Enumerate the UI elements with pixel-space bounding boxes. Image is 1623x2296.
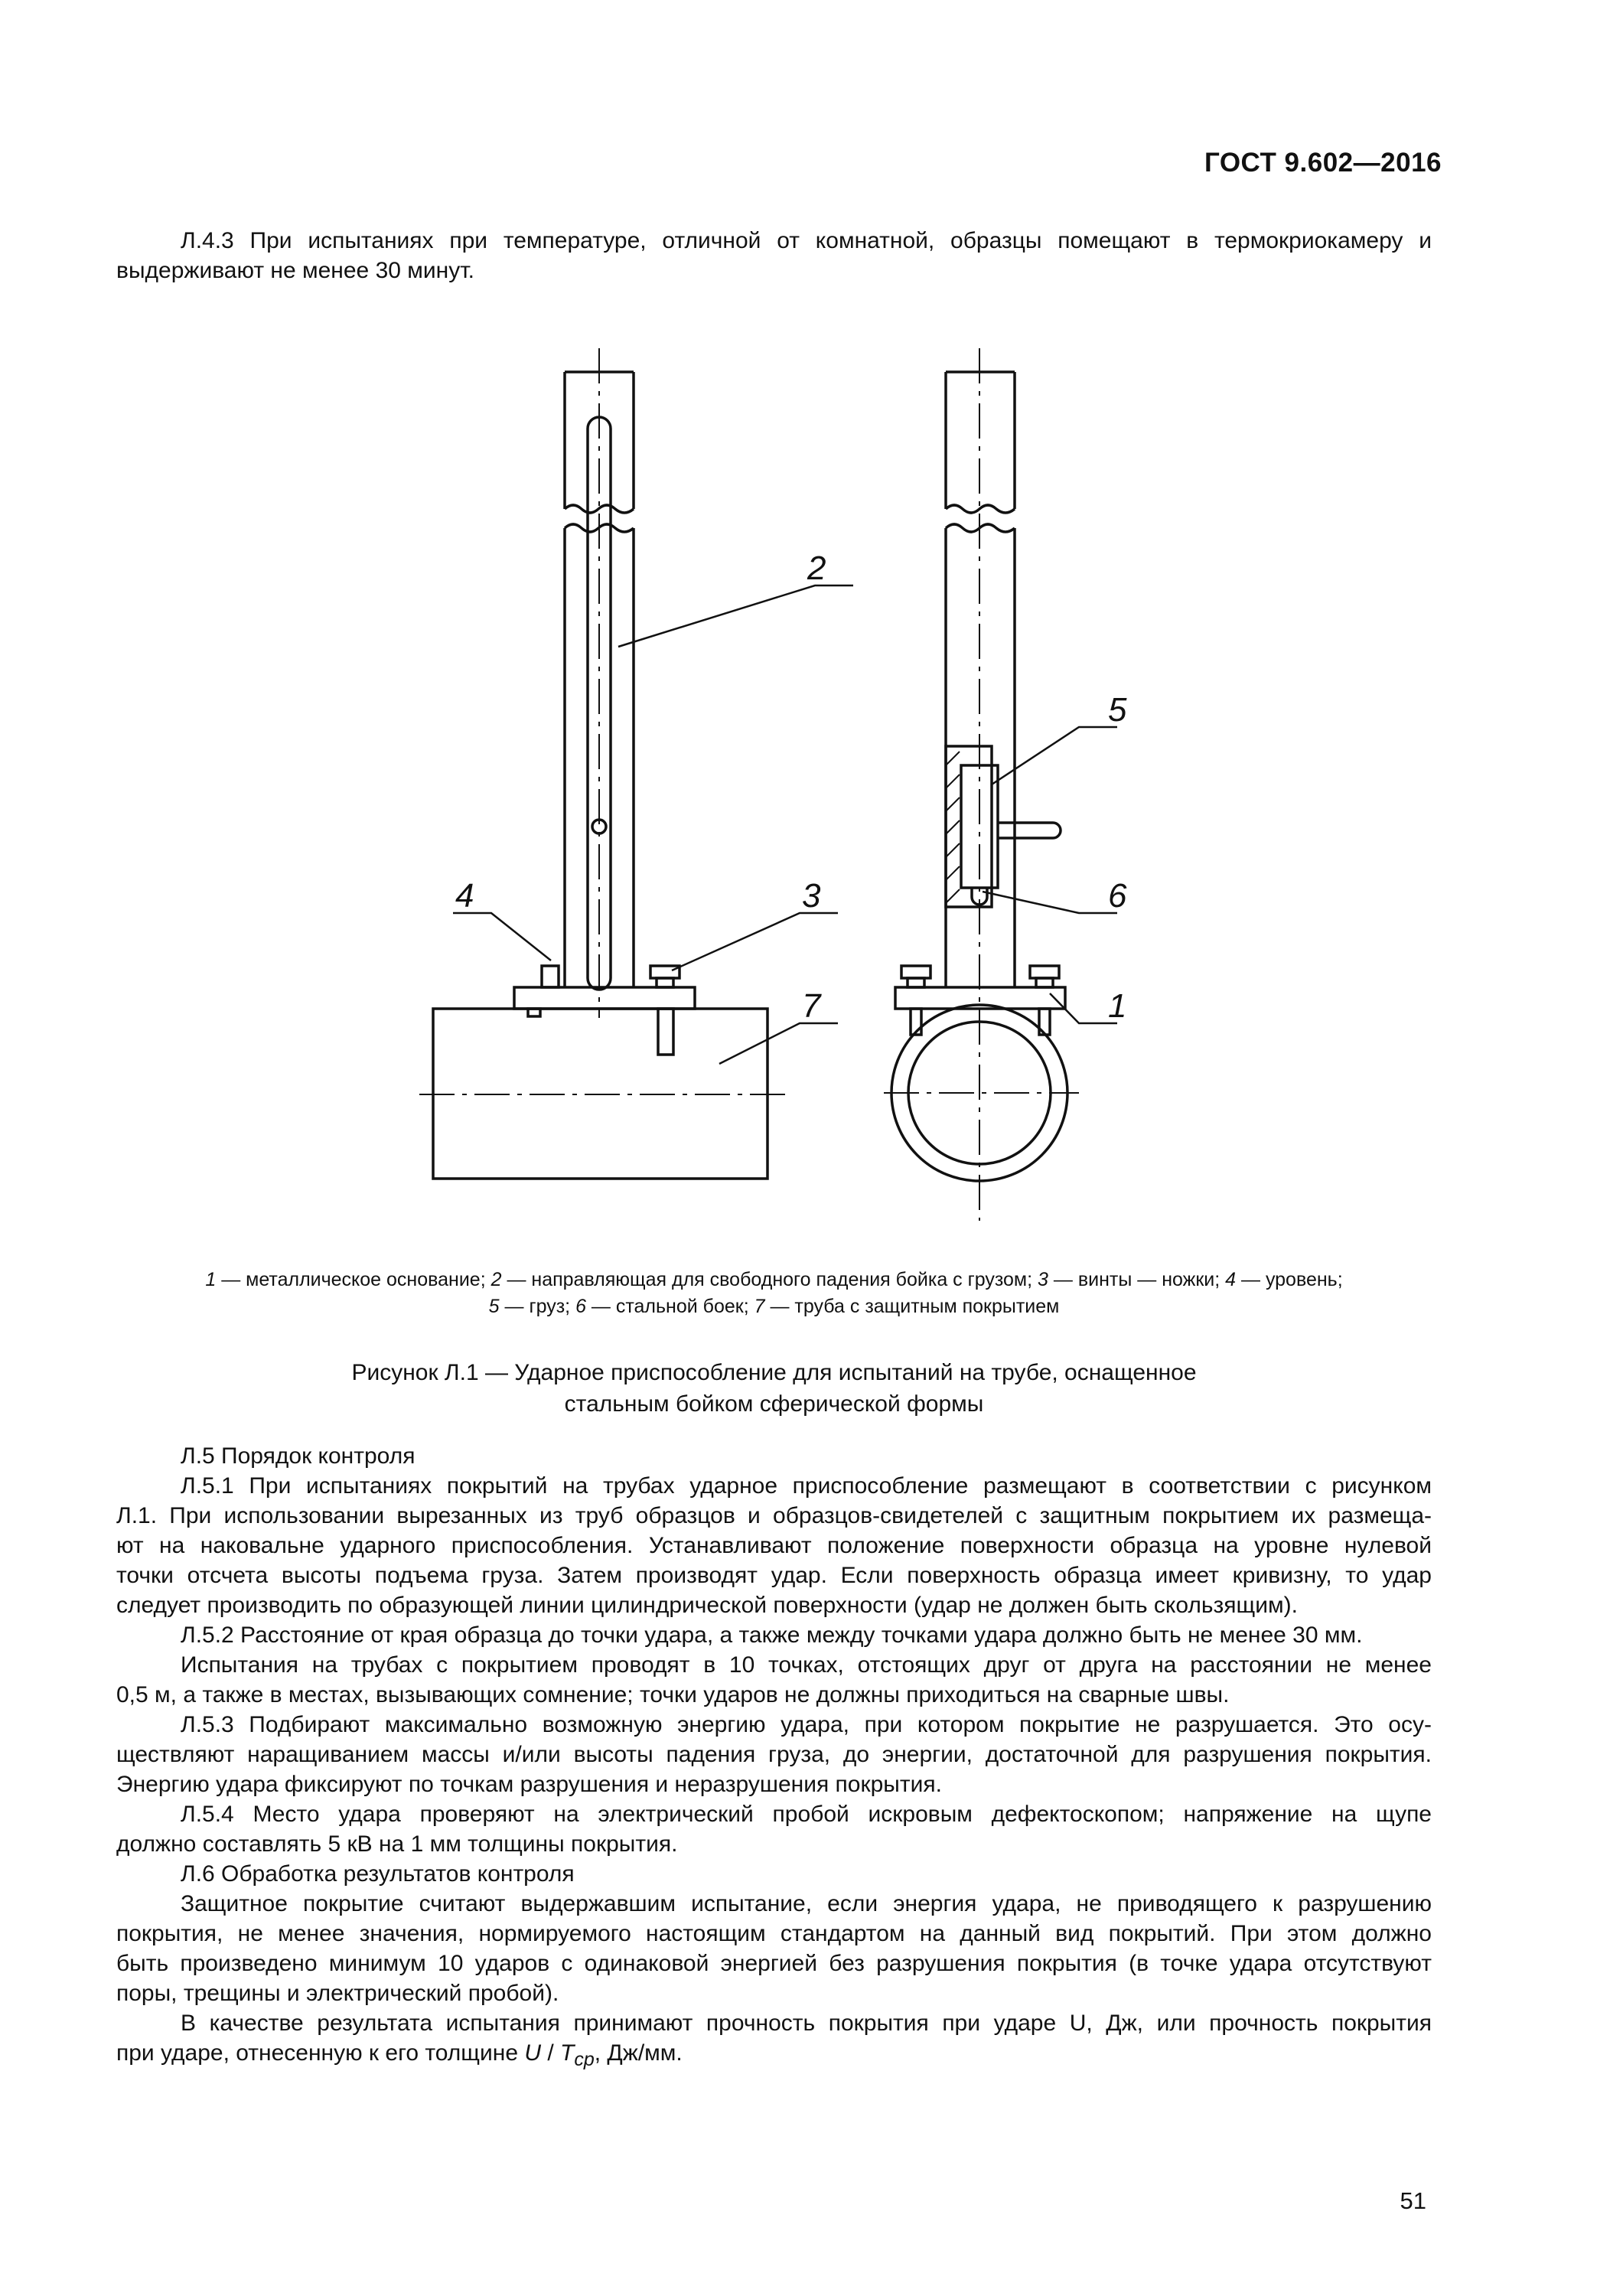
l6-line3: быть произведено минимум 10 ударов с одинаковой энергией без разрушения покрытия (в точке удара отсутствуют — [116, 1951, 1432, 1976]
legend-line2: 5 — груз; 6 — стальной боек; 7 — труба с защитным покрытием — [488, 1296, 1060, 1317]
l5-title: Л.5 Порядок контроля — [181, 1443, 416, 1469]
l6-line4: поры, трещины и электрический пробой). — [116, 1981, 559, 2006]
l53-line2: ществляют наращиванием массы и/или высоты падения груза, до энергии, достаточной для разрушения покрытия. — [116, 1742, 1432, 1767]
result-line1: В качестве результата испытания принимают прочность покрытия при ударе U, Дж, или прочность покрытия — [181, 2011, 1432, 2036]
l51-line3: ют на наковальне ударного приспособления. Устанавливают положение поверхности образца на уровне нулевой — [116, 1533, 1432, 1558]
l6-line1: Защитное покрытие считают выдержавшим испытание, если энергия удара, не приводящего к разрушению — [181, 1891, 1432, 1916]
label-4: 4 — [455, 877, 474, 915]
body-text — [116, 1441, 1432, 2075]
tests-line1: Испытания на трубах с покрытием проводят в 10 точках, отстоящих друг от друга на расстоянии не менее — [181, 1652, 1432, 1678]
legend-line1: 1 — металлическое основание; 2 — направляющая для свободного падения бойка с грузом; 3 — винты — ножки; 4 — уровень; — [205, 1269, 1343, 1290]
l43-line2: выдерживают не менее 30 минут. — [116, 258, 474, 283]
l51-line4: точки отсчета высоты подъема груза. Затем производят удар. Если поверхность образца имеет кривизну, то удар — [116, 1563, 1432, 1588]
label-3: 3 — [802, 877, 821, 915]
standard-header: ГОСТ 9.602—2016 — [1204, 148, 1442, 178]
page-number: 51 — [1400, 2187, 1426, 2214]
l53-line3: Энергию удара фиксируют по точкам разрушения и неразрушения покрытия. — [116, 1772, 942, 1797]
label-7: 7 — [802, 987, 821, 1025]
figure-legend — [116, 1267, 1432, 1320]
l6-title: Л.6 Обработка результатов контроля — [181, 1861, 575, 1887]
l51-line5: следует производить по образующей линии цилиндрической поверхности (удар не должен быть скользящим). — [116, 1593, 1298, 1618]
result-line2: при ударе, отнесенную к его толщине U / $T_{ср}$, Дж/мм. — [116, 2040, 683, 2070]
l51-line1: Л.5.1 При испытаниях покрытий на трубах ударное приспособление размещают в соответствии с рисунком — [181, 1473, 1432, 1499]
label-6: 6 — [1108, 877, 1127, 915]
caption-line2: стальным бойком сферической формы — [564, 1391, 984, 1417]
l43-line1: Л.4.3 При испытаниях при температуре, отличной от комнатной, образцы помещают в термокриокамеру и — [181, 228, 1432, 253]
l52: Л.5.2 Расстояние от края образца до точки удара, а также между точками удара должно быть не менее 30 мм. — [181, 1623, 1363, 1648]
caption-line1: Рисунок Л.1 — Ударное приспособление для испытаний на трубе, оснащенное — [351, 1360, 1197, 1385]
figure-caption — [116, 1357, 1432, 1420]
label-2: 2 — [807, 550, 826, 587]
tests-line2: 0,5 м, а также в местах, вызывающих сомнение; точки ударов не должны приходиться на сварные швы. — [116, 1682, 1230, 1707]
l6-line2: покрытия, не менее значения, нормируемого настоящим стандартом на данный вид покрытий. При этом должно — [116, 1921, 1432, 1946]
label-5: 5 — [1108, 691, 1127, 729]
l53-line1: Л.5.3 Подбирают максимально возможную энергию удара, при котором покрытие не разрушается. Это осу- — [181, 1712, 1432, 1737]
l51-line2: Л.1. При использовании вырезанных из труб образцов и образцов-свидетелей с защитным покрытием их размеща- — [116, 1503, 1432, 1528]
l54-line2: должно составлять 5 кВ на 1 мм толщины покрытия. — [116, 1831, 678, 1857]
label-1: 1 — [1108, 987, 1127, 1025]
l54-line1: Л.5.4 Место удара проверяют на электрический пробой искровым дефектоскопом; напряжение на щупе — [181, 1802, 1432, 1827]
